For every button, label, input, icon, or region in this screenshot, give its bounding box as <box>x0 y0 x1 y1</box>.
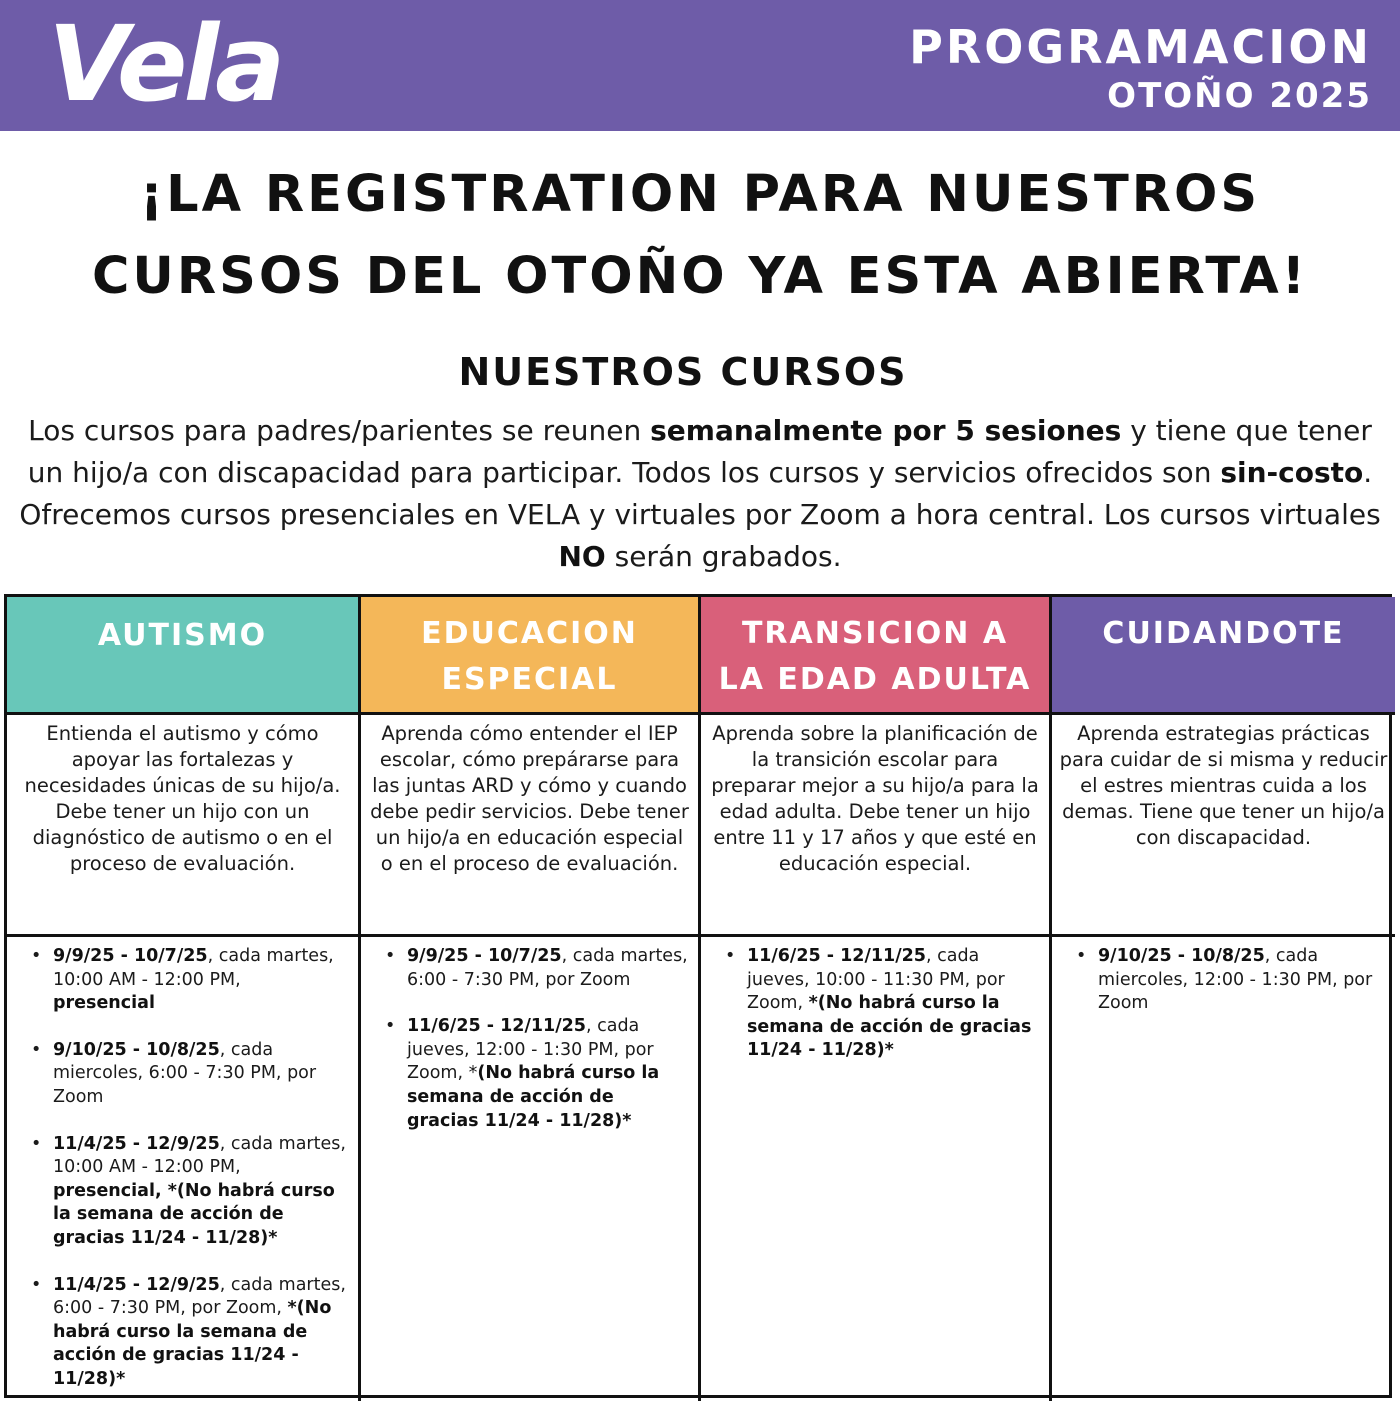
bullet-icon: • <box>725 946 736 966</box>
bullet-icon: • <box>31 1274 42 1295</box>
session-list <box>701 937 1049 1063</box>
session-dates: 11/4/25 - 12/9/25 <box>53 1274 220 1295</box>
session-item <box>27 945 348 1016</box>
intro-paragraph <box>14 410 1386 578</box>
session-note: presencial <box>53 993 155 1014</box>
course-sessions <box>7 937 361 1401</box>
session-details: , cada jueves, 12:00 - 1:30 PM, por Zoom, * <box>407 1016 654 1084</box>
session-details: , cada martes, 10:00 AM - 12:00 PM, <box>53 1133 346 1178</box>
session-dates: 11/6/25 - 12/11/25 <box>747 946 926 966</box>
registration-headline <box>0 154 1400 318</box>
intro-text: . Ofrecemos cursos presenciales en VELA y virtuales por Zoom a hora central. Los cursos virtuales <box>19 456 1381 531</box>
session-item <box>27 1274 348 1392</box>
session-details: , cada miercoles, 12:00 - 1:30 PM, por Zoom <box>1098 946 1373 1014</box>
session-item <box>27 1039 348 1110</box>
session-note: *(No habrá curso la semana de acción de gracias 11/24 - 11/28)* <box>747 993 1032 1061</box>
course-header-line: ESPECIAL <box>441 662 618 697</box>
session-list <box>7 937 358 1392</box>
course-description: Aprenda sobre la planificación de la transición escolar para preparar mejor a su hijo/a para la edad adulta. Debe tener un hijo entre 11 y 17 años y que esté en educación especial. <box>701 715 1052 937</box>
vela-logo: Vela <box>48 3 282 125</box>
bullet-icon: • <box>31 946 42 966</box>
headline-line-1: ¡LA REGISTRATION PARA NUESTROS <box>139 165 1261 224</box>
session-dates: 9/10/25 - 10/8/25 <box>53 1039 220 1060</box>
course-sessions <box>701 937 1052 1401</box>
session-dates: 11/4/25 - 12/9/25 <box>53 1133 220 1154</box>
session-note: *(No habrá curso la semana de acción de gracias 11/24 - 11/28)* <box>53 1298 332 1389</box>
session-details: , cada miercoles, 6:00 - 7:30 PM, por Zoom <box>53 1039 317 1107</box>
course-header-line: AUTISMO <box>97 618 268 653</box>
program-subtitle: OTOÑO 2025 <box>1107 76 1372 116</box>
course-header-transicion <box>701 597 1052 715</box>
bullet-icon: • <box>385 946 396 966</box>
course-header-educacion-especial <box>361 597 701 715</box>
intro-text: y tiene que tener un hijo/a con discapacidad para participar. Todos los cursos y servicios ofrecidos son <box>27 414 1372 489</box>
session-dates: 9/9/25 - 10/7/25 <box>53 946 208 966</box>
session-list <box>1052 937 1395 1016</box>
session-item <box>721 945 1039 1063</box>
course-header-text <box>1102 611 1344 657</box>
headline-line-2: CURSOS DEL OTOÑO YA ESTA ABIERTA! <box>92 247 1308 306</box>
course-header-line: CUIDANDOTE <box>1102 616 1345 651</box>
course-header-text <box>98 613 267 659</box>
course-description: Aprenda cómo entender el IEP escolar, cómo prepárarse para las juntas ARD y cómo y cuando debe pedir servicios. Debe tener un hijo/a en educación especial o en el proceso de evaluación. <box>361 715 701 937</box>
session-note: (No habrá curso la semana de acción de gracias 11/24 - 11/28)* <box>407 1063 660 1131</box>
intro-emphasis: sin-costo <box>1220 456 1364 489</box>
session-details: , cada martes, 6:00 - 7:30 PM, por Zoom <box>407 946 688 990</box>
program-label <box>909 20 1372 116</box>
session-dates: 11/6/25 - 12/11/25 <box>407 1016 586 1037</box>
course-header-cuidandote <box>1052 597 1395 715</box>
course-sessions <box>361 937 701 1401</box>
session-note: presencial, *(No habrá curso la semana de acción de gracias 11/24 - 11/28)* <box>53 1180 335 1248</box>
intro-text: serán grabados. <box>605 540 842 573</box>
intro-emphasis: NO <box>558 540 606 573</box>
header-banner <box>0 0 1400 131</box>
session-dates: 9/9/25 - 10/7/25 <box>407 946 562 966</box>
session-details: , cada martes, 6:00 - 7:30 PM, por Zoom, <box>53 1274 346 1319</box>
session-item <box>27 1133 348 1251</box>
course-header-text <box>421 611 638 703</box>
bullet-icon: • <box>31 1133 42 1154</box>
course-header-line: LA EDAD ADULTA <box>718 662 1032 697</box>
session-item <box>381 1015 688 1133</box>
section-title: NUESTROS CURSOS <box>458 350 908 394</box>
course-table <box>4 594 1392 1398</box>
bullet-icon: • <box>1076 946 1087 966</box>
intro-emphasis: semanalmente por 5 sesiones <box>650 414 1122 447</box>
session-details: , cada jueves, 10:00 - 11:30 PM, por Zoom, <box>747 946 1005 1014</box>
session-item <box>381 945 688 992</box>
course-header-line: TRANSICION A <box>741 616 1009 651</box>
course-header-autismo <box>7 597 361 715</box>
course-sessions <box>1052 937 1395 1401</box>
course-description: Aprenda estrategias prácticas para cuidar de si misma y reducir el estres mientras cuida a los demas. Tiene que tener un hijo/a con discapacidad. <box>1052 715 1395 937</box>
bullet-icon: • <box>385 1016 396 1037</box>
intro-text: Los cursos para padres/parientes se reunen <box>28 414 651 447</box>
session-list <box>361 937 698 1133</box>
course-description: Entienda el autismo y cómo apoyar las fortalezas y necesidades únicas de su hijo/a. Debe tener un hijo con un diagnóstico de autismo o en el proceso de evaluación. <box>7 715 361 937</box>
program-title: PROGRAMACION <box>909 20 1372 74</box>
course-header-line: EDUCACION <box>421 616 638 651</box>
course-header-text <box>719 611 1032 703</box>
session-dates: 9/10/25 - 10/8/25 <box>1098 946 1265 966</box>
session-item <box>1072 945 1385 1016</box>
bullet-icon: • <box>31 1039 42 1060</box>
session-details: , cada martes, 10:00 AM - 12:00 PM, <box>53 946 334 990</box>
